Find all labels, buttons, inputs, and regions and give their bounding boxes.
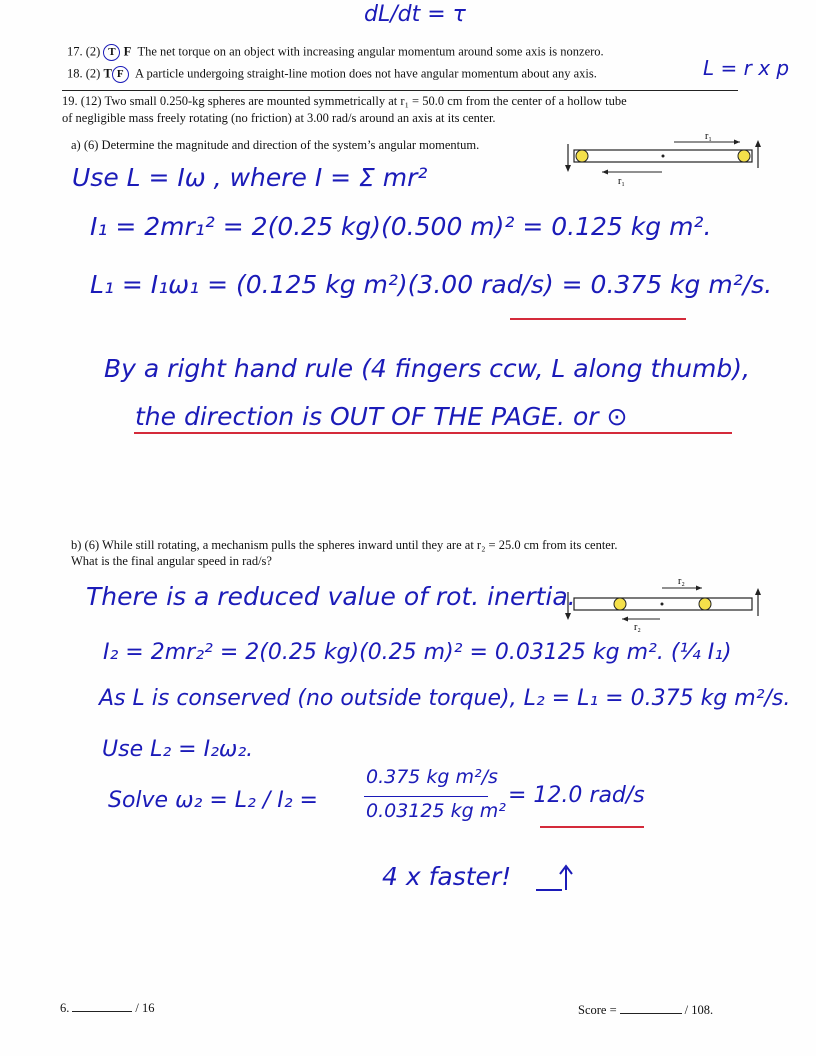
part-a-work-5: the direction is OUT OF THE PAGE. or ⊙ <box>135 402 628 431</box>
footer-left-number: 6. <box>60 1001 70 1015</box>
part-b-work-1: There is a reduced value of rot. inertia. <box>86 582 576 611</box>
part-b-answer: = 12.0 rad/s <box>508 783 645 808</box>
tube-diagram-b <box>562 574 772 634</box>
fraction-numerator: 0.375 kg m²/s <box>366 766 498 788</box>
total-score-blank[interactable] <box>620 1013 682 1014</box>
part-b-work-5: Solve ω₂ = L₂ / I₂ = <box>108 788 318 813</box>
q17-number: 17. <box>67 44 83 59</box>
page-score-blank[interactable] <box>72 1011 132 1012</box>
question-17 <box>67 44 604 61</box>
q17-text: The net torque on an object with increasing angular momentum around some axis is nonzero. <box>137 44 604 59</box>
q18-number: 18. <box>67 66 83 81</box>
q18-false-option[interactable]: F <box>112 66 129 83</box>
q18-note: L = r x p <box>703 56 790 80</box>
up-arrow-icon <box>532 860 582 894</box>
q18-true-option[interactable]: T <box>103 66 112 81</box>
answer-underline-b <box>540 826 644 828</box>
fraction-bar <box>364 796 488 797</box>
top-note: dL/dt = τ <box>364 2 466 27</box>
q19-line1: 19. (12) Two small 0.250-kg spheres are mounted symmetrically at r₁ = 50.0 cm from the center of a hollow tube <box>62 94 627 108</box>
part-b-work-3: As L is conserved (no outside torque), L₂ = L₁ = 0.375 kg m²/s. <box>99 686 791 711</box>
part-a-work-4: By a right hand rule (4 fingers ccw, L along thumb), <box>104 354 750 383</box>
diagram-a-label-bottom: r₁ <box>618 176 625 187</box>
diagram-a-label-top: r₁ <box>705 131 712 142</box>
score-total: / 108. <box>684 1003 714 1017</box>
part-a-work-3: L₁ = I₁ω₁ = (0.125 kg m²)(3.00 rad/s) = 0.375 kg m²/s. <box>90 270 773 299</box>
part-b-work-4: Use L₂ = I₂ω₂. <box>102 737 254 762</box>
part-b-prompt-2: What is the final angular speed in rad/s? <box>71 554 272 568</box>
q19-line2: of negligible mass freely rotating (no friction) at 3.00 rad/s around an axis at its center. <box>62 111 496 125</box>
diagram-b-label-top: r₂ <box>678 576 685 587</box>
diagram-b-label-bottom: r₂ <box>634 622 641 633</box>
q17-true-option[interactable]: T <box>103 44 120 61</box>
q18-points: (2) <box>85 66 101 81</box>
answer-underline-a1 <box>510 318 686 320</box>
question-18 <box>67 66 597 83</box>
footer-page-score <box>60 1001 154 1016</box>
footer-left-total: / 16 <box>135 1001 155 1015</box>
q18-text: A particle undergoing straight-line motion does not have angular momentum about any axis. <box>135 66 597 81</box>
part-a-prompt: a) (6) Determine the magnitude and direction of the system’s angular momentum. <box>71 138 480 152</box>
footer-total-score <box>578 1003 713 1018</box>
score-label: Score = <box>578 1003 617 1017</box>
q17-points: (2) <box>85 44 101 59</box>
part-b-note: 4 x faster! <box>382 862 512 891</box>
part-a-work-2: I₁ = 2mr₁² = 2(0.25 kg)(0.500 m)² = 0.125 kg m². <box>90 212 712 241</box>
part-b-prompt-1: b) (6) While still rotating, a mechanism pulls the spheres inward until they are at r₂ = 25.0 cm from its center. <box>71 538 618 552</box>
q17-false-option[interactable]: F <box>123 44 132 59</box>
fraction-denominator: 0.03125 kg m² <box>366 800 506 822</box>
divider <box>62 90 738 91</box>
part-a-work-1: Use L = Iω , where I = Σ mr² <box>72 163 428 192</box>
answer-underline-a2 <box>134 432 732 434</box>
tube-diagram-a <box>562 128 772 188</box>
part-b-work-2: I₂ = 2mr₂² = 2(0.25 kg)(0.25 m)² = 0.03125 kg m². (¼ I₁) <box>103 640 732 665</box>
